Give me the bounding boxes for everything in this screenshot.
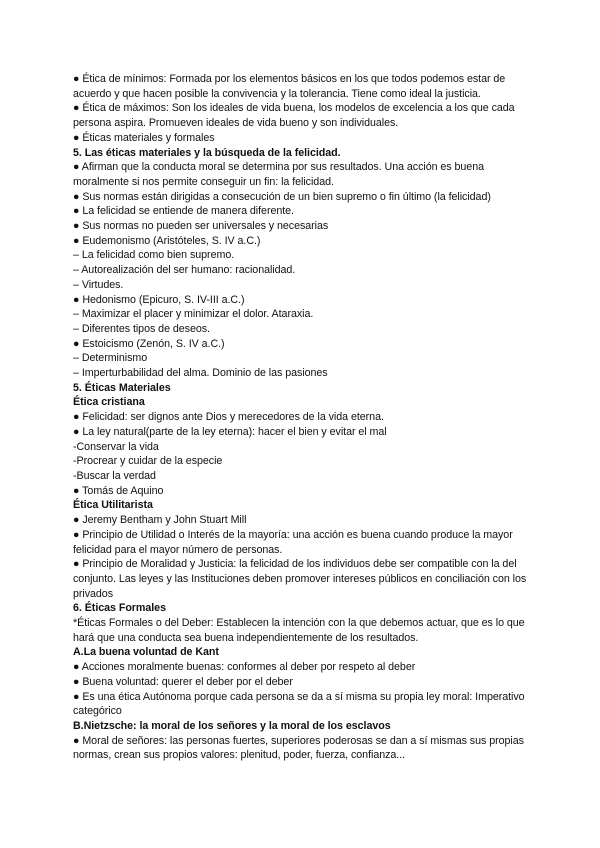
text-line: ● Felicidad: ser dignos ante Dios y merecedores de la vida eterna.	[73, 411, 384, 424]
text-line: -Conservar la vida	[73, 440, 159, 453]
text-line: – Determinismo	[73, 352, 148, 365]
text-line: ● Acciones moralmente buenas: conformes al deber por respeto al deber	[73, 661, 416, 674]
text-line: -Procrear y cuidar de la especie	[73, 455, 223, 468]
text-line: – Diferentes tipos de deseos.	[73, 322, 210, 335]
text-line: – La felicidad como bien supremo.	[73, 249, 235, 262]
text-line: – Virtudes.	[73, 278, 124, 291]
text-line: ● Moral de señores: las personas fuertes, superiores poderosas se dan a sí mismas sus propias normas, crean sus propios valores: plenitud, poder, fuerza, confianza...	[73, 734, 524, 762]
section-heading: 5. Éticas Materiales	[73, 381, 171, 394]
text-line: ● Tomás de Aquino	[73, 484, 164, 497]
text-line: ● Principio de Moralidad y Justicia: la felicidad de los individuos debe ser compatible con la del conjunto. Las leyes y las Instituciones deben promover intereses públicos en conciliación con los privados	[73, 558, 527, 600]
text-line: -Buscar la verdad	[73, 469, 156, 482]
section-heading: Ética Utilitarista	[73, 499, 153, 512]
text-line: ● Sus normas están dirigidas a consecución de un bien supremo o fin último (la felicidad)	[73, 190, 491, 203]
text-line: – Autorealización del ser humano: racionalidad.	[73, 264, 296, 277]
document-page	[73, 72, 535, 763]
section-heading: 5. Las éticas materiales y la búsqueda de la felicidad.	[73, 146, 341, 159]
text-line: ● Estoicismo (Zenón, S. IV a.C.)	[73, 337, 225, 350]
text-line: ● Hedonismo (Epicuro, S. IV-III a.C.)	[73, 293, 245, 306]
section-heading: 6. Éticas Formales	[73, 602, 166, 615]
text-line: ● Sus normas no pueden ser universales y necesarias	[73, 220, 329, 233]
text-line: ● Es una ética Autónoma porque cada persona se da a sí misma su propia ley moral: Imperativo categórico	[73, 690, 525, 718]
text-line: ● Jeremy Bentham y John Stuart Mill	[73, 514, 247, 527]
text-line: ● Éticas materiales y formales	[73, 131, 215, 144]
text-line: ● Buena voluntad: querer el deber por el deber	[73, 675, 293, 688]
text-line: ● La ley natural(parte de la ley eterna): hacer el bien y evitar el mal	[73, 425, 387, 438]
text-line: ● Principio de Utilidad o Interés de la mayoría: una acción es buena cuando produce la mayor felicidad para el mayor número de personas.	[73, 528, 513, 556]
text-line: ● Ética de mínimos: Formada por los elementos básicos en los que todos podemos estar de acuerdo y que hacen posible la convivencia y la tolerancia. Tiene como ideal la justicia.	[73, 73, 506, 100]
text-line: – Imperturbabilidad del alma. Dominio de las pasiones	[73, 367, 328, 380]
text-line: – Maximizar el placer y minimizar el dolor. Ataraxia.	[73, 308, 314, 321]
text-line: ● Ética de máximos: Son los ideales de vida buena, los modelos de excelencia a los que cada persona aspira. Promueven ideales de vida bueno y son individuales.	[73, 102, 515, 130]
text-line: ● La felicidad se entiende de manera diferente.	[73, 205, 294, 218]
text-line: ● Afirman que la conducta moral se determina por sus resultados. Una acción es buena moralmente si nos permite conseguir un fin: la felicidad.	[73, 161, 484, 188]
section-heading: A.La buena voluntad de Kant	[73, 646, 219, 659]
text-line: ● Eudemonismo (Aristóteles, S. IV a.C.)	[73, 234, 261, 247]
section-heading: Ética cristiana	[73, 396, 145, 409]
section-heading: B.Nietzsche: la moral de los señores y la moral de los esclavos	[73, 719, 391, 732]
text-line: *Éticas Formales o del Deber: Establecen la intención con la que debemos actuar, que es lo que hará que una conducta sea buena independientemente de los resultados.	[73, 617, 525, 644]
